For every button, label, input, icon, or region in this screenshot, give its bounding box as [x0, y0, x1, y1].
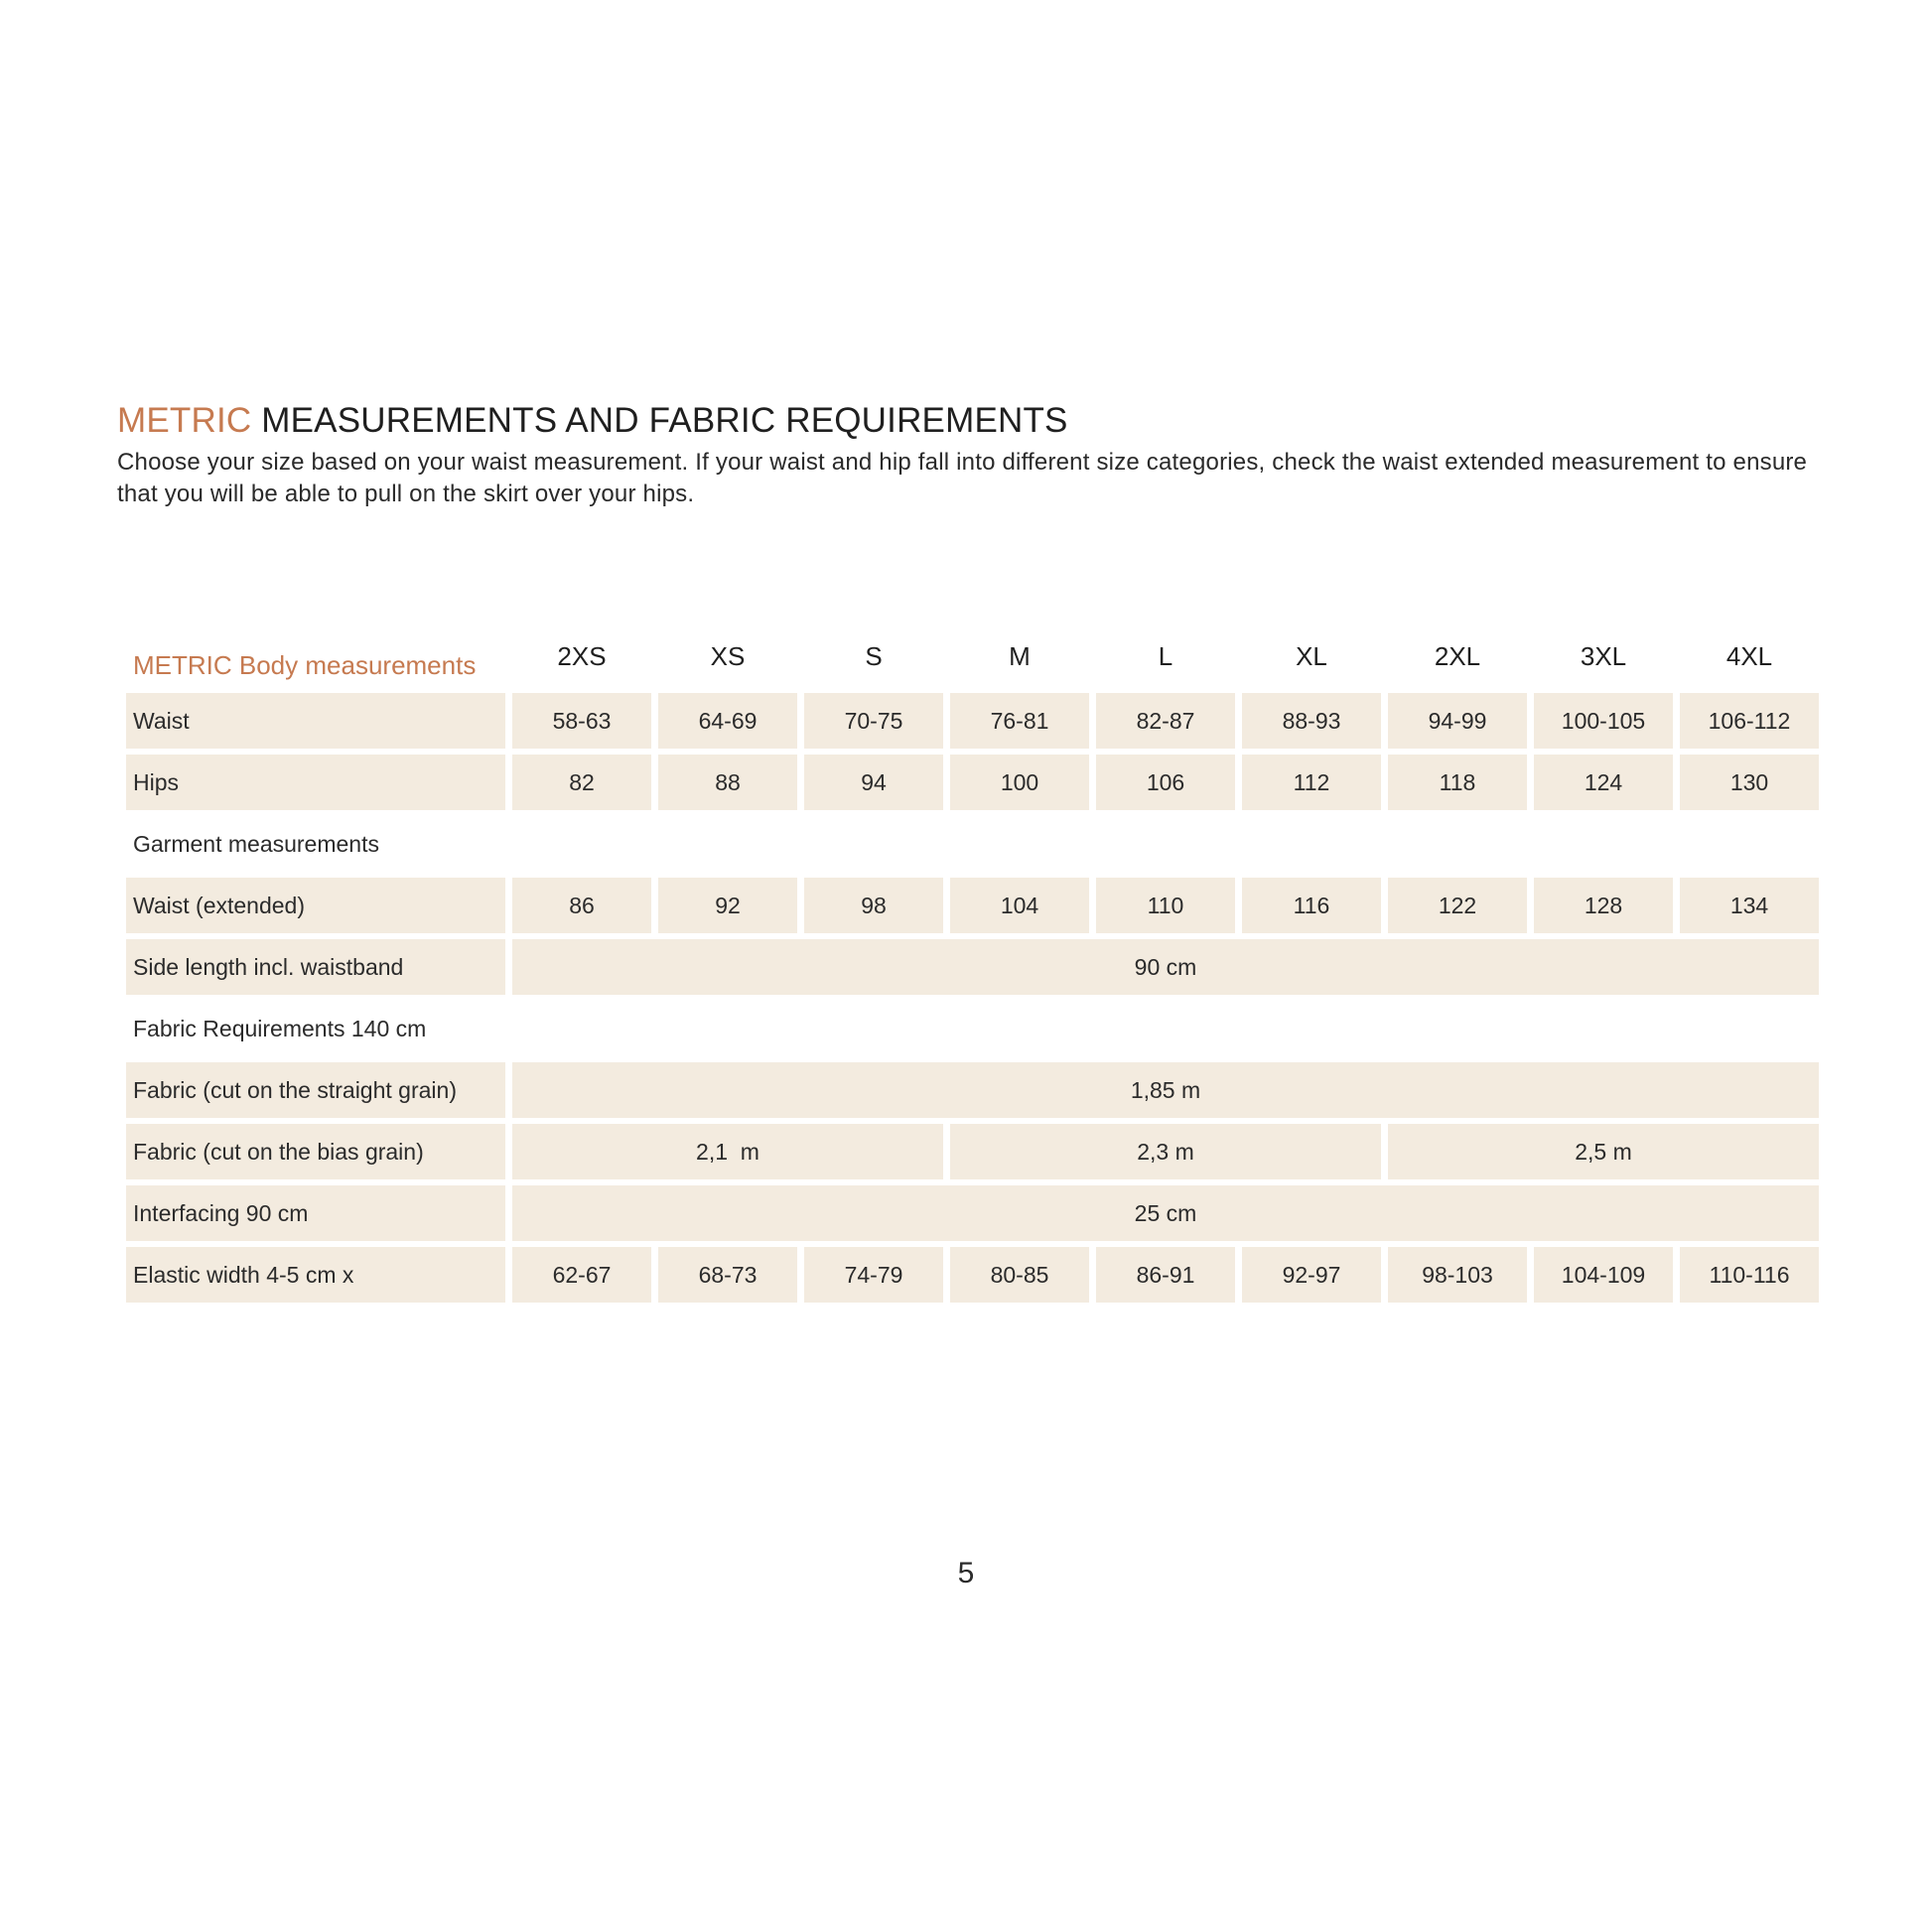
table-cell: 82-87: [1096, 693, 1235, 749]
title-rest: MEASUREMENTS AND FABRIC REQUIREMENTS: [251, 401, 1068, 440]
row-label-side-length: Side length incl. waistband: [126, 939, 505, 995]
row-label-fabric-bias: Fabric (cut on the bias grain): [126, 1124, 505, 1179]
table-cell: 122: [1388, 878, 1527, 933]
row-label-interfacing: Interfacing 90 cm: [126, 1185, 505, 1241]
table-cell: 104-109: [1534, 1247, 1673, 1303]
table-cell: 94-99: [1388, 693, 1527, 749]
table-cell: 106-112: [1680, 693, 1819, 749]
table-cell: 74-79: [804, 1247, 943, 1303]
table-cell-merged: 2,1 m: [512, 1124, 943, 1179]
table-cell: 86-91: [1096, 1247, 1235, 1303]
table-cell: 70-75: [804, 693, 943, 749]
table-cell: 94: [804, 755, 943, 810]
table-cell-merged: 1,85 m: [512, 1062, 1819, 1118]
size-header: L: [1158, 640, 1173, 671]
size-chart-table: [126, 631, 1819, 1303]
table-cell: 62-67: [512, 1247, 651, 1303]
table-cell: 64-69: [658, 693, 797, 749]
row-label-waist-extended: Waist (extended): [126, 878, 505, 933]
size-header: XL: [1296, 640, 1327, 671]
table-cell: 118: [1388, 755, 1527, 810]
page-number: 5: [957, 1557, 975, 1589]
table-cell: 100-105: [1534, 693, 1673, 749]
table-cell: 76-81: [950, 693, 1089, 749]
table-cell: 106: [1096, 755, 1235, 810]
table-corner-label: METRIC Body measurements: [133, 649, 477, 680]
table-cell: 80-85: [950, 1247, 1089, 1303]
table-cell: 134: [1680, 878, 1819, 933]
table-cell-merged: 2,3 m: [950, 1124, 1381, 1179]
table-cell: 88-93: [1242, 693, 1381, 749]
table-cell: 86: [512, 878, 651, 933]
title-accent: METRIC: [117, 401, 252, 440]
size-header: S: [865, 640, 883, 671]
table-cell: 82: [512, 755, 651, 810]
size-header: 3XL: [1580, 640, 1627, 671]
section-heading-garment: Garment measurements: [133, 830, 379, 857]
section-heading-fabric: Fabric Requirements 140 cm: [133, 1015, 427, 1041]
intro-text: Choose your size based on your waist measurement. If your waist and hip fall into different size categories, check the waist extended measurement to ensure that you will be able to pull on the skirt over your hips.: [117, 449, 1808, 507]
table-cell: 98: [804, 878, 943, 933]
table-cell: 104: [950, 878, 1089, 933]
table-cell: 88: [658, 755, 797, 810]
row-label-elastic: Elastic width 4-5 cm x: [126, 1247, 505, 1303]
table-cell: 98-103: [1388, 1247, 1527, 1303]
row-label-hips: Hips: [126, 755, 505, 810]
table-cell: 92-97: [1242, 1247, 1381, 1303]
row-label-waist: Waist: [126, 693, 505, 749]
table-cell: 110-116: [1680, 1247, 1819, 1303]
row-label-fabric-straight: Fabric (cut on the straight grain): [126, 1062, 505, 1118]
table-cell: 100: [950, 755, 1089, 810]
table-cell: 58-63: [512, 693, 651, 749]
table-cell: 68-73: [658, 1247, 797, 1303]
size-header: XS: [710, 640, 746, 671]
table-cell: 124: [1534, 755, 1673, 810]
table-cell: 92: [658, 878, 797, 933]
size-header: M: [1009, 640, 1031, 671]
table-cell: 130: [1680, 755, 1819, 810]
table-cell: 116: [1242, 878, 1381, 933]
table-cell: 112: [1242, 755, 1381, 810]
page-title: [117, 401, 1068, 441]
size-header: 2XL: [1434, 640, 1481, 671]
table-cell-merged: 2,5 m: [1388, 1124, 1819, 1179]
size-header: 4XL: [1725, 640, 1773, 671]
table-cell-merged: 90 cm: [512, 939, 1819, 995]
table-cell: 128: [1534, 878, 1673, 933]
size-header: 2XS: [557, 640, 607, 671]
table-cell: 110: [1096, 878, 1235, 933]
table-cell-merged: 25 cm: [512, 1185, 1819, 1241]
